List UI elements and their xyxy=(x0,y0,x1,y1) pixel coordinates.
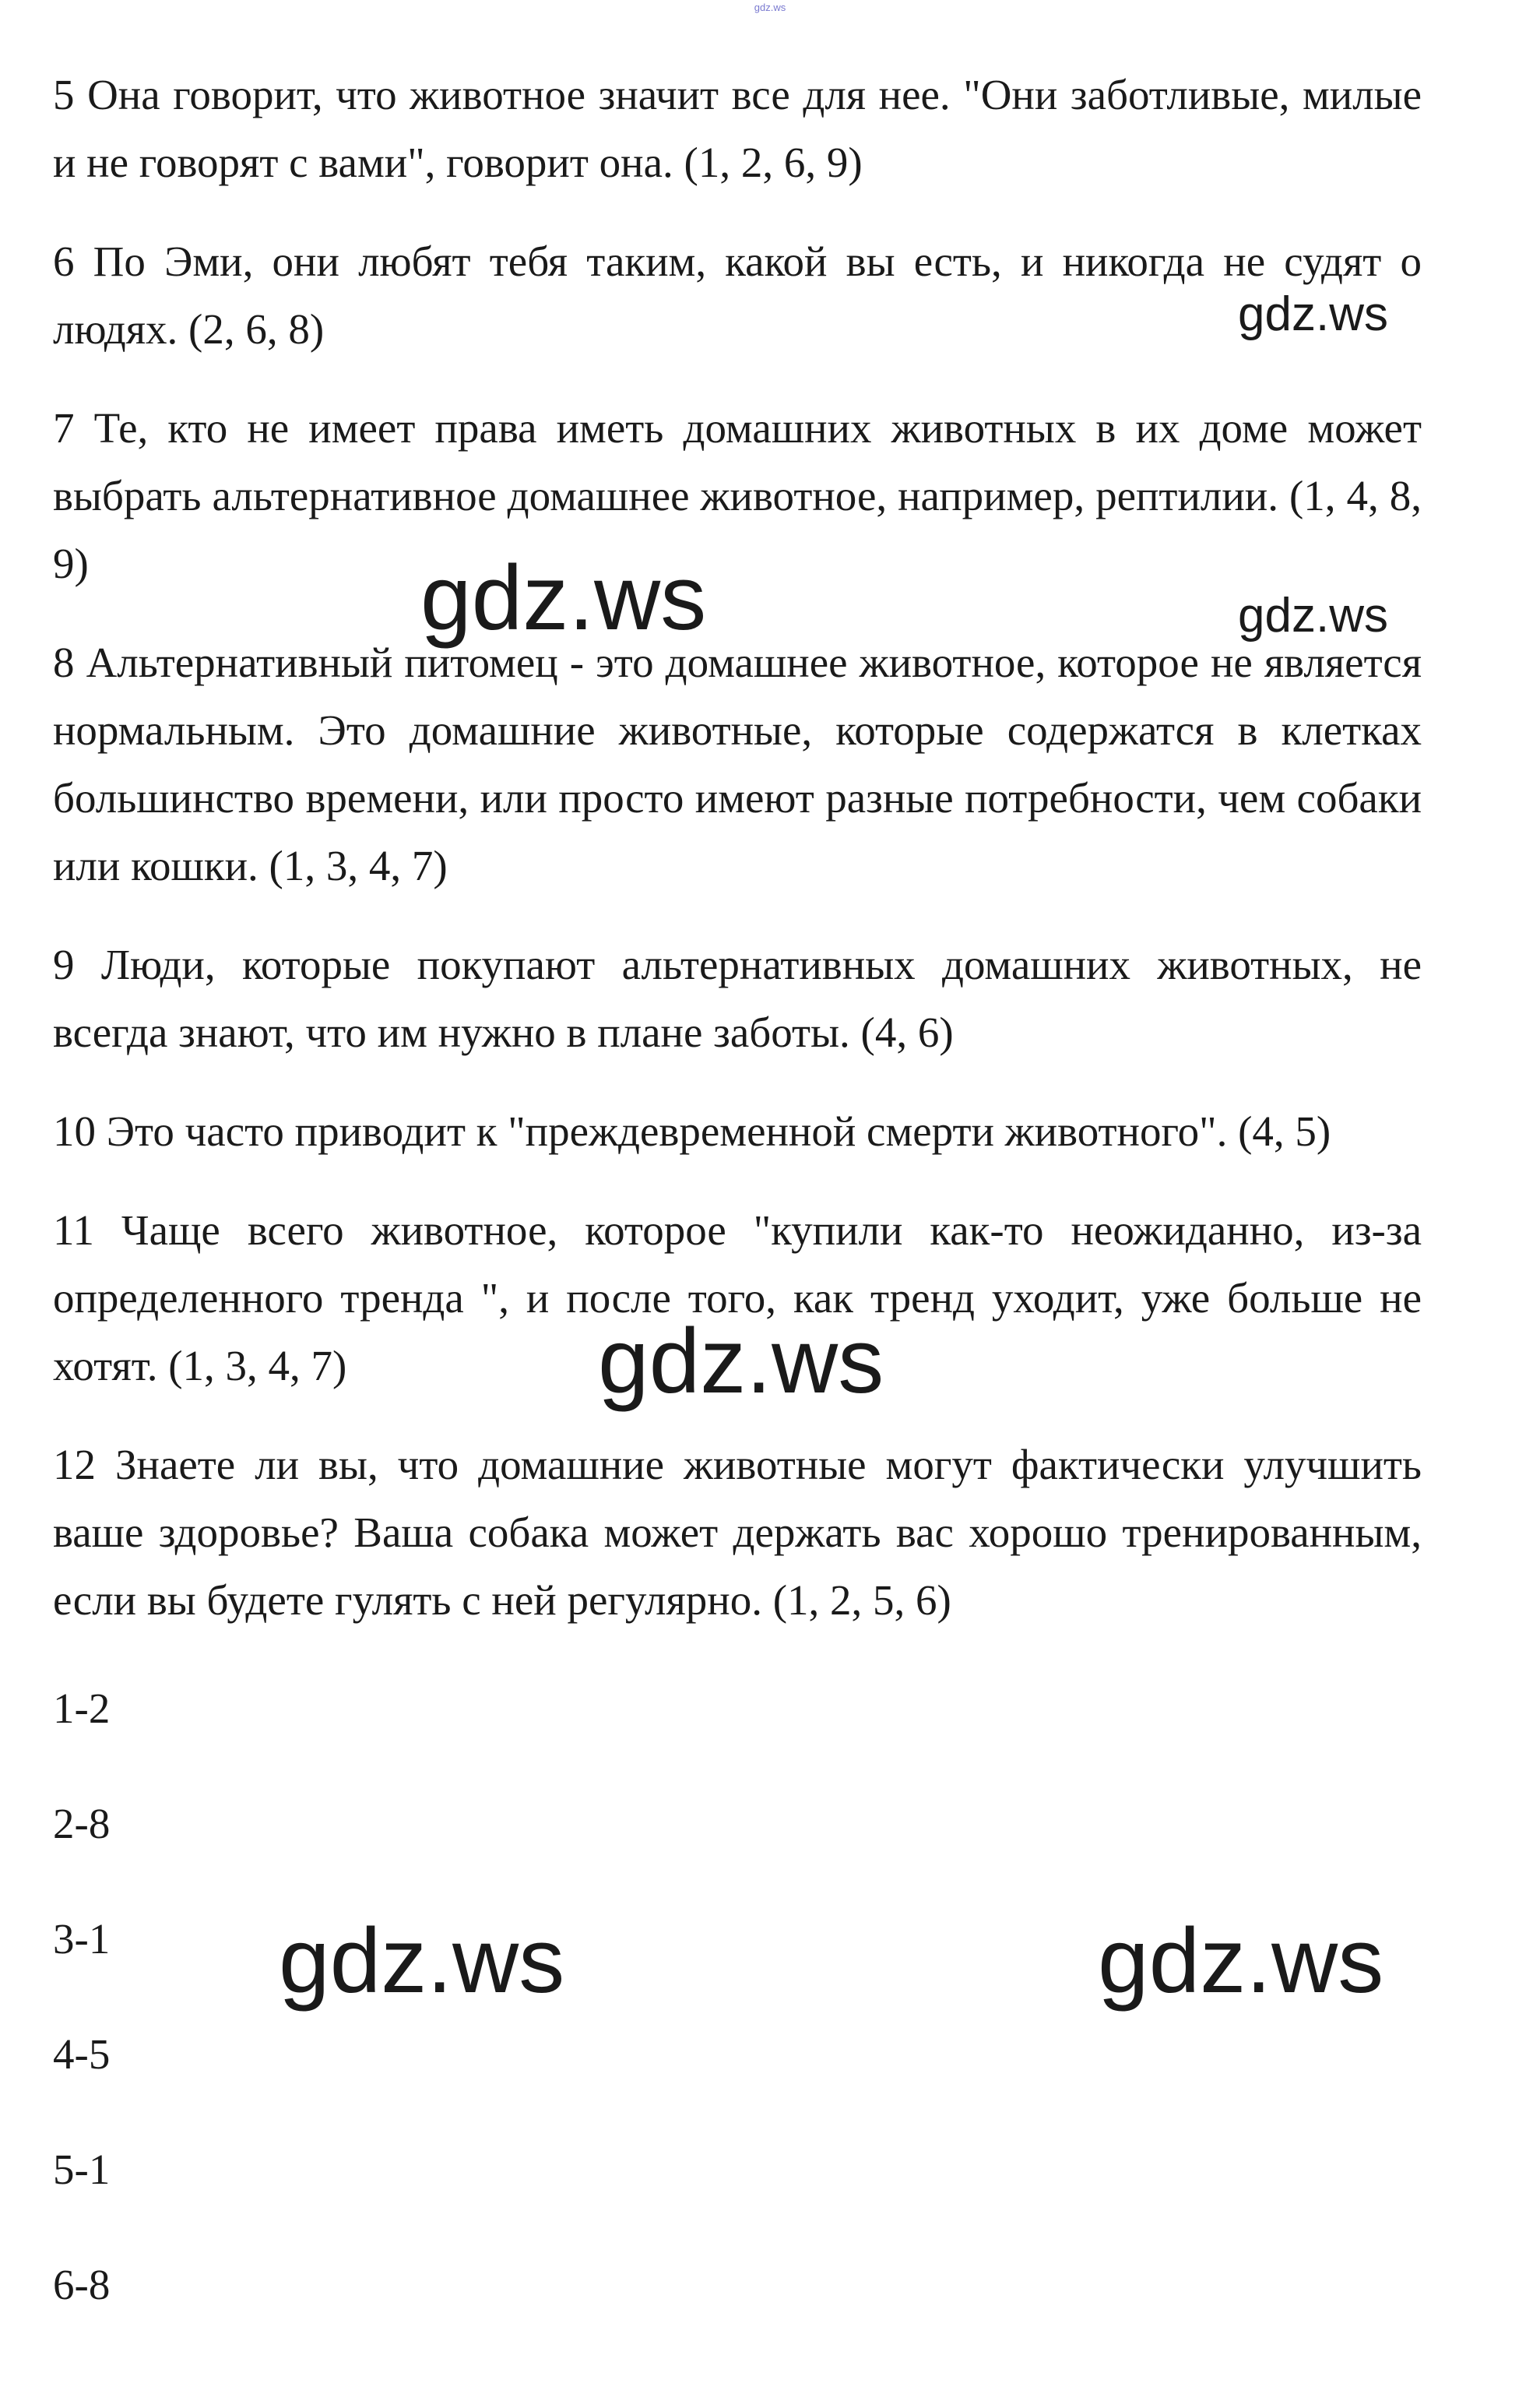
paragraph-10: 10 Это часто приводит к "преждевременной смерти животного". (4, 5) xyxy=(53,1107,1331,1155)
answer-pair: 3-1 xyxy=(53,1915,111,1963)
answer-pair: 1-2 xyxy=(53,1685,111,1732)
watermark: gdz.ws xyxy=(1098,1910,1384,2012)
watermark: gdz.ws xyxy=(1238,287,1388,341)
paragraph-8: 8 Альтернативный питомец - это домашнее животное, которое не является нормальным. Это домашние животные, которые содержатся в клетках большинство времени, или просто имеют разные потребности, чем собаки или кошки. (1, 3, 4, 7) xyxy=(53,639,1422,889)
watermark: gdz.ws xyxy=(1238,589,1388,643)
answer-pair: 6-8 xyxy=(53,2261,111,2308)
paragraph-6: 6 По Эми, они любят тебя таким, какой вы есть, и никогда не судят о людях. (2, 6, 8) xyxy=(53,238,1422,353)
watermark: gdz.ws xyxy=(420,547,707,650)
paragraph-9: 9 Люди, которые покупают альтернативных домашних животных, не всегда знают, что им нужно в плане заботы. (4, 6) xyxy=(53,941,1422,1056)
paragraph-11: 11 Чаще всего животное, которое "купили как-то неожиданно, из-за определенного тренда ", и после того, как тренд уходит, уже больше не хотят. (1, 3, 4, 7) xyxy=(53,1206,1422,1389)
watermark: gdz.ws xyxy=(598,1310,884,1413)
watermark: gdz.ws xyxy=(279,1910,565,2012)
answer-pair: 4-5 xyxy=(53,2030,111,2078)
top-watermark: gdz.ws xyxy=(754,2,786,13)
answer-pairs xyxy=(53,1674,110,2366)
document-body xyxy=(53,61,1422,1665)
paragraph-5: 5 Она говорит, что животное значит все для нее. "Они заботливые, милые и не говорят с вами", говорит она. (1, 2, 6, 9) xyxy=(53,71,1422,186)
answer-pair: 5-1 xyxy=(53,2146,111,2193)
paragraph-7: 7 Те, кто не имеет права иметь домашних животных в их доме может выбрать альтернативное домашнее животное, например, рептилии. (1, 4, 8, 9) xyxy=(53,404,1422,587)
answer-pair: 2-8 xyxy=(53,1800,111,1847)
paragraph-12: 12 Знаете ли вы, что домашние животные могут фактически улучшить ваше здоровье? Ваша собака может держать вас хорошо тренированным, если вы будете гулять с ней регулярно. (1, 2, 5, 6) xyxy=(53,1441,1422,1624)
